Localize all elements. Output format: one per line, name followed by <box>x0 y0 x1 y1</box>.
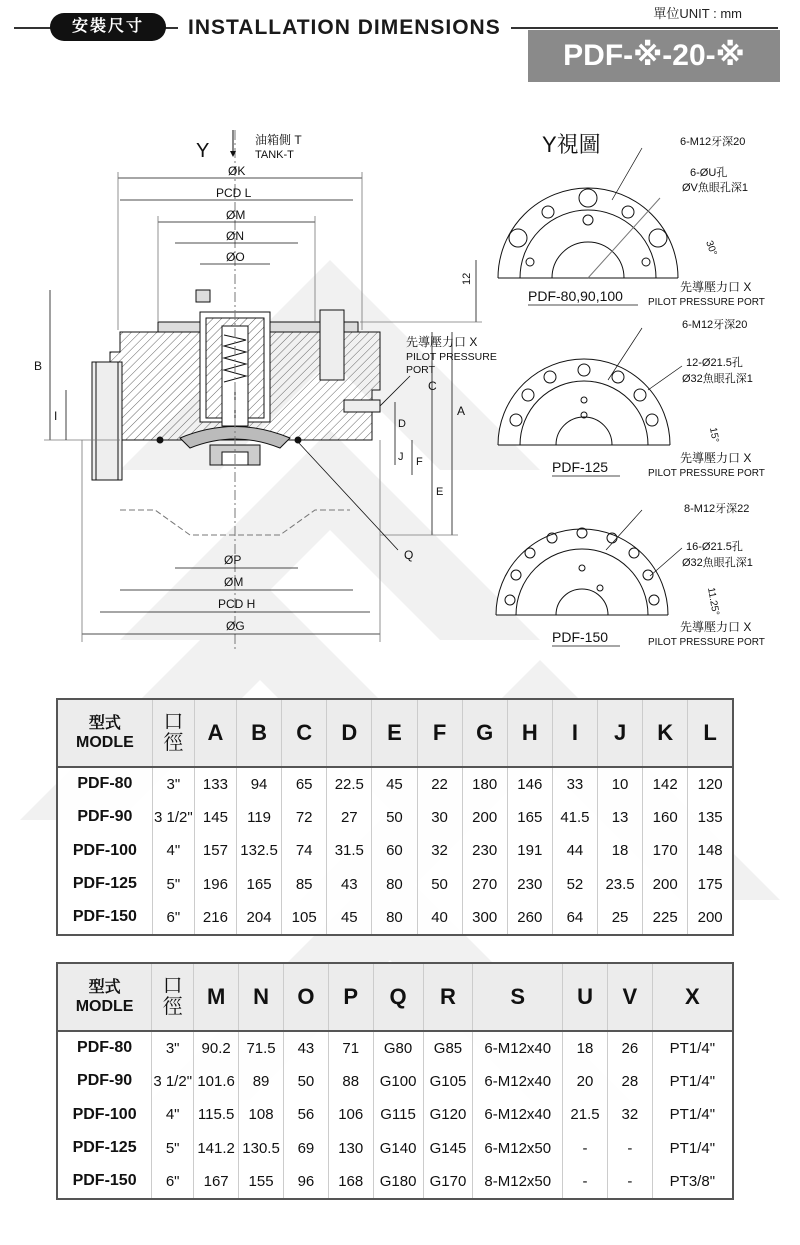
cell-value: 146 <box>507 767 552 801</box>
header-col: P <box>328 963 373 1031</box>
dim-b: B <box>34 359 43 373</box>
cell-value: 191 <box>507 834 552 868</box>
cell-value: 43 <box>284 1031 329 1065</box>
cell-value: 141.2 <box>194 1132 239 1166</box>
tank-label-en: TANK-T <box>255 149 294 161</box>
cell-value: - <box>563 1132 608 1166</box>
table-body <box>57 1031 733 1199</box>
table-header <box>57 699 733 767</box>
cell-model: PDF-125 <box>72 875 137 893</box>
dim-i: I <box>54 409 58 423</box>
header-col: M <box>194 963 239 1031</box>
header-col: E <box>372 699 417 767</box>
cell-value: 6-M12x40 <box>473 1031 563 1065</box>
cell-value: 22 <box>417 767 462 801</box>
v2-model: PDF-125 <box>552 459 609 475</box>
header-col: G <box>462 699 507 767</box>
cell-value: 26 <box>607 1031 652 1065</box>
cell-value: 105 <box>282 901 327 935</box>
cell-value: 148 <box>688 834 733 868</box>
cell-value: 175 <box>688 868 733 902</box>
header-col: H <box>507 699 552 767</box>
cell-value: 40 <box>417 901 462 935</box>
cell-value: 33 <box>552 767 597 801</box>
model-code-box: PDF-※-20-※ <box>528 30 780 82</box>
cell-value: 32 <box>417 834 462 868</box>
header-model-cn: 型式 <box>88 715 121 732</box>
cell-value: 120 <box>688 767 733 801</box>
table-body <box>57 767 733 935</box>
cell-bore: 3 1/2" <box>152 1065 194 1099</box>
v2-hole2a: 12-Ø21.5孔 <box>686 357 743 369</box>
cell-value: 6-M12x40 <box>473 1098 563 1132</box>
dim-k: ØK <box>228 164 246 178</box>
table-row <box>57 1165 733 1199</box>
cell-model: PDF-90 <box>77 1072 133 1090</box>
table-row <box>57 901 733 935</box>
cell-value: 89 <box>239 1065 284 1099</box>
cell-value: 230 <box>462 834 507 868</box>
header-model-en: MODLE <box>75 998 134 1015</box>
v1-model: PDF-80,90,100 <box>528 288 623 304</box>
header-model-cn: 型式 <box>88 979 121 996</box>
dim-pcd-l: PCD L <box>216 186 252 200</box>
cell-bore: 5" <box>152 868 194 902</box>
cell-value: 101.6 <box>194 1065 239 1099</box>
view-arrow-label: Y <box>196 140 210 162</box>
dim-c: C <box>428 379 437 393</box>
header-col: J <box>598 699 643 767</box>
cell-value: 50 <box>284 1065 329 1099</box>
cell-value: 157 <box>194 834 236 868</box>
cell-value: 142 <box>643 767 688 801</box>
cell-value: 18 <box>598 834 643 868</box>
cell-value: - <box>607 1165 652 1199</box>
cell-value: 80 <box>372 868 417 902</box>
v2-angle: 15° <box>707 426 721 444</box>
cell-model: PDF-80 <box>77 775 133 793</box>
cell-value: G115 <box>373 1098 423 1132</box>
v1-hole2b: ØV魚眼孔深1 <box>682 182 749 194</box>
v3-model: PDF-150 <box>552 629 609 645</box>
cell-value: 135 <box>688 801 733 835</box>
dim-pcd-h: PCD H <box>218 597 256 611</box>
cell-value: 270 <box>462 868 507 902</box>
header-col: L <box>688 699 733 767</box>
cell-value: 300 <box>462 901 507 935</box>
table-row <box>57 1031 733 1065</box>
cell-value: 74 <box>282 834 327 868</box>
cell-value: 56 <box>284 1098 329 1132</box>
cell-value: 30 <box>417 801 462 835</box>
v3-pilot-cn: 先導壓力口 X <box>680 620 752 634</box>
cell-value: 196 <box>194 868 236 902</box>
table-row <box>57 1065 733 1099</box>
header-model <box>57 963 152 1031</box>
header-col: V <box>607 963 652 1031</box>
header-col: A <box>194 699 236 767</box>
cell-value: G170 <box>423 1165 473 1199</box>
cell-value: 65 <box>282 767 327 801</box>
cell-value: 60 <box>372 834 417 868</box>
cell-value: 6-M12x50 <box>473 1132 563 1166</box>
cell-bore: 6" <box>152 901 194 935</box>
cell-value: 130 <box>328 1132 373 1166</box>
label-q: Q <box>404 548 414 562</box>
cell-value: 168 <box>328 1165 373 1199</box>
dim-12: 12 <box>461 272 473 285</box>
cell-value: 145 <box>194 801 236 835</box>
cell-value: 27 <box>327 801 372 835</box>
cell-value: 32 <box>607 1098 652 1132</box>
header-bore-1: 口 <box>162 975 183 997</box>
cell-value: 132.5 <box>237 834 282 868</box>
dim-m-top: ØM <box>226 208 246 222</box>
cell-value: 90.2 <box>194 1031 239 1065</box>
cell-value: 69 <box>284 1132 329 1166</box>
header-col: C <box>282 699 327 767</box>
v1-hole1: 6-M12牙深20 <box>680 136 746 148</box>
cell-value: 28 <box>607 1065 652 1099</box>
cell-value: G145 <box>423 1132 473 1166</box>
dim-e: E <box>436 486 444 498</box>
header-bore-2: 徑 <box>163 732 184 754</box>
header-col: R <box>423 963 473 1031</box>
cell-value: 180 <box>462 767 507 801</box>
cell-value: PT1/4" <box>652 1031 733 1065</box>
cell-value: 71 <box>328 1031 373 1065</box>
cell-value: - <box>563 1165 608 1199</box>
cell-value: 216 <box>194 901 236 935</box>
pilot-label-en1: PILOT PRESSURE <box>406 351 497 363</box>
yview-125 <box>498 359 670 445</box>
cell-value: G140 <box>373 1132 423 1166</box>
header-col: K <box>643 699 688 767</box>
cell-value: 160 <box>643 801 688 835</box>
cell-value: 64 <box>552 901 597 935</box>
cell-value: 167 <box>194 1165 239 1199</box>
cell-value: 225 <box>643 901 688 935</box>
dim-a: A <box>457 404 466 418</box>
header-col: Q <box>373 963 423 1031</box>
unit-label: 單位UNIT : mm <box>653 6 742 21</box>
cell-value: 155 <box>239 1165 284 1199</box>
cell-model: PDF-125 <box>72 1139 137 1157</box>
cell-value: PT1/4" <box>652 1132 733 1166</box>
v2-pilot-en: PILOT PRESSURE PORT <box>648 468 765 479</box>
cell-value: 108 <box>239 1098 284 1132</box>
cell-value: 71.5 <box>239 1031 284 1065</box>
table-row <box>57 868 733 902</box>
cell-value: 200 <box>643 868 688 902</box>
cell-value: 80 <box>372 901 417 935</box>
yview-150 <box>496 528 668 615</box>
header-bore-1: 口 <box>163 711 184 733</box>
header-model-en: MODLE <box>76 734 134 751</box>
v3-hole2a: 16-Ø21.5孔 <box>686 541 743 553</box>
header-col: B <box>237 699 282 767</box>
cell-value: 45 <box>327 901 372 935</box>
v1-angle: 30° <box>703 239 719 258</box>
cell-value: 21.5 <box>563 1098 608 1132</box>
table-row <box>57 801 733 835</box>
cell-value: 119 <box>237 801 282 835</box>
cell-value: 115.5 <box>194 1098 239 1132</box>
v3-pilot-en: PILOT PRESSURE PORT <box>648 637 765 648</box>
cell-value: 22.5 <box>327 767 372 801</box>
cell-model: PDF-150 <box>72 1172 137 1190</box>
v3-hole1: 8-M12牙深22 <box>684 503 750 515</box>
cell-value: G100 <box>373 1065 423 1099</box>
v2-pilot-cn: 先導壓力口 X <box>680 451 752 465</box>
cell-value: 260 <box>507 901 552 935</box>
v1-pilot-cn: 先導壓力口 X <box>680 280 752 294</box>
cell-bore: 3" <box>152 767 194 801</box>
yview-80-90-100 <box>498 188 678 278</box>
cell-value: G85 <box>423 1031 473 1065</box>
cell-value: PT1/4" <box>652 1098 733 1132</box>
header-col: I <box>552 699 597 767</box>
cell-value: PT1/4" <box>652 1065 733 1099</box>
cell-value: 18 <box>563 1031 608 1065</box>
cell-value: 23.5 <box>598 868 643 902</box>
page-title: INSTALLATION DIMENSIONS <box>178 14 511 42</box>
dim-o: ØO <box>226 250 245 264</box>
header-col: F <box>417 699 462 767</box>
cell-value: 230 <box>507 868 552 902</box>
cell-bore: 4" <box>152 1098 194 1132</box>
cell-model: PDF-90 <box>77 808 133 826</box>
cell-value: 13 <box>598 801 643 835</box>
header-bore <box>152 963 194 1031</box>
header-bore <box>152 699 194 767</box>
cell-value: 88 <box>328 1065 373 1099</box>
cell-value: 10 <box>598 767 643 801</box>
dimensions-table-1 <box>56 698 734 936</box>
cell-value: 200 <box>462 801 507 835</box>
cell-value: 43 <box>327 868 372 902</box>
section-badge: 安裝尺寸 <box>50 13 166 41</box>
v2-hole2b: Ø32魚眼孔深1 <box>682 373 753 385</box>
cell-value: 50 <box>372 801 417 835</box>
table-row <box>57 1132 733 1166</box>
cell-value: 165 <box>507 801 552 835</box>
table-row <box>57 1098 733 1132</box>
v2-hole1: 6-M12牙深20 <box>682 319 748 331</box>
cell-value: 133 <box>194 767 236 801</box>
cell-value: 8-M12x50 <box>473 1165 563 1199</box>
header-col: O <box>284 963 329 1031</box>
dim-p: ØP <box>224 553 242 567</box>
header-col: S <box>473 963 563 1031</box>
cell-value: G80 <box>373 1031 423 1065</box>
cell-value: 170 <box>643 834 688 868</box>
table-header <box>57 963 733 1031</box>
cell-bore: 3 1/2" <box>152 801 194 835</box>
cell-model: PDF-80 <box>77 1039 133 1057</box>
cell-value: 165 <box>237 868 282 902</box>
cell-value: 6-M12x40 <box>473 1065 563 1099</box>
cell-value: G105 <box>423 1065 473 1099</box>
cell-value: 85 <box>282 868 327 902</box>
cell-value: PT3/8" <box>652 1165 733 1199</box>
dim-f: F <box>416 456 423 468</box>
cell-value: 106 <box>328 1098 373 1132</box>
v3-angle: 11.25° <box>705 586 721 617</box>
header-col: D <box>327 699 372 767</box>
cell-value: 204 <box>237 901 282 935</box>
header-model <box>57 699 152 767</box>
cell-value: 50 <box>417 868 462 902</box>
header-col: X <box>652 963 733 1031</box>
cell-bore: 6" <box>152 1165 194 1199</box>
cell-value: 44 <box>552 834 597 868</box>
installation-drawing <box>0 90 800 690</box>
cell-value: 41.5 <box>552 801 597 835</box>
tank-label-cn: 油箱側 T <box>255 133 302 147</box>
pilot-label-cn: 先導壓力口 X <box>406 335 478 349</box>
yview-title: Y視圖 <box>542 132 601 157</box>
cell-value: 45 <box>372 767 417 801</box>
cell-value: 20 <box>563 1065 608 1099</box>
dim-n: ØN <box>226 229 244 243</box>
header-col: U <box>563 963 608 1031</box>
cell-value: 130.5 <box>239 1132 284 1166</box>
cell-model: PDF-150 <box>72 908 137 926</box>
header-bore-2: 徑 <box>162 996 183 1018</box>
cell-value: 25 <box>598 901 643 935</box>
cell-value: 94 <box>237 767 282 801</box>
cell-bore: 3" <box>152 1031 194 1065</box>
dim-j: J <box>398 451 404 463</box>
cell-bore: 4" <box>152 834 194 868</box>
pilot-label-en2: PORT <box>406 364 435 376</box>
cell-model: PDF-100 <box>72 841 137 859</box>
dimensions-table-2 <box>56 962 734 1200</box>
header-col: N <box>239 963 284 1031</box>
v1-hole2a: 6-ØU孔 <box>690 167 728 179</box>
cell-bore: 5" <box>152 1132 194 1166</box>
v3-hole2b: Ø32魚眼孔深1 <box>682 557 753 569</box>
dim-m-bottom: ØM <box>224 575 244 589</box>
v1-pilot-en: PILOT PRESSURE PORT <box>648 297 765 308</box>
cell-value: 31.5 <box>327 834 372 868</box>
cell-value: G180 <box>373 1165 423 1199</box>
table-row <box>57 767 733 801</box>
table-row <box>57 834 733 868</box>
cell-value: 96 <box>284 1165 329 1199</box>
dim-g: ØG <box>226 619 245 633</box>
cell-value: 72 <box>282 801 327 835</box>
cell-value: 200 <box>688 901 733 935</box>
dim-d: D <box>398 418 406 430</box>
cell-value: 52 <box>552 868 597 902</box>
cell-value: G120 <box>423 1098 473 1132</box>
cell-value: - <box>607 1132 652 1166</box>
cell-model: PDF-100 <box>72 1105 137 1123</box>
